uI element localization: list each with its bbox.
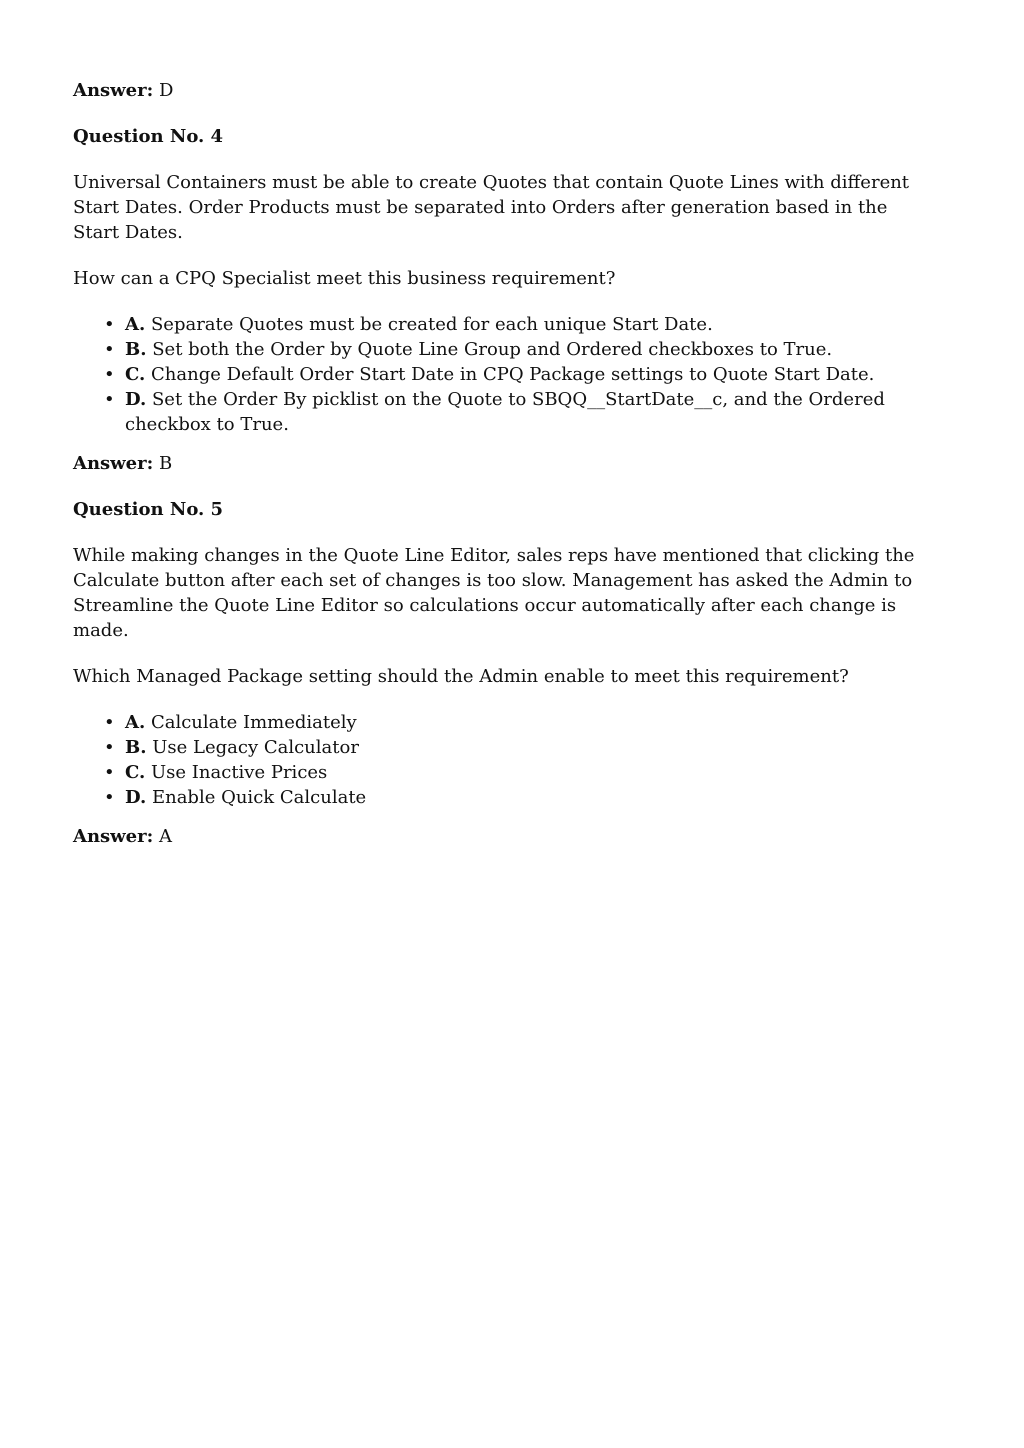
- bullet-icon: •: [104, 737, 115, 758]
- bullet-icon: •: [104, 712, 115, 733]
- answer-value: D: [159, 80, 174, 101]
- option-item: [73, 735, 934, 760]
- answer-value: A: [159, 826, 172, 847]
- answer-label: Answer:: [73, 80, 154, 101]
- option-list-q5: [73, 710, 934, 810]
- option-list-q4: [73, 312, 934, 437]
- bullet-icon: •: [104, 314, 115, 335]
- option-letter: A.: [125, 314, 146, 335]
- option-item: [73, 710, 934, 735]
- option-letter: A.: [125, 712, 146, 733]
- question-prompt-q4: How can a CPQ Specialist meet this business requirement?: [73, 268, 616, 289]
- answer-label: Answer:: [73, 826, 154, 847]
- bullet-icon: •: [104, 339, 115, 360]
- option-item: [73, 387, 934, 437]
- answer-label: Answer:: [73, 453, 154, 474]
- question-title-q5: Question No. 5: [73, 499, 224, 520]
- option-letter: B.: [125, 737, 147, 758]
- question-title-q4: Question No. 4: [73, 126, 224, 147]
- option-text: Use Legacy Calculator: [152, 737, 359, 758]
- option-text: Use Inactive Prices: [151, 762, 328, 783]
- answer-line-q3: [73, 78, 934, 103]
- option-text: Enable Quick Calculate: [151, 787, 367, 808]
- option-text: Separate Quotes must be created for each unique Start Date.: [150, 314, 713, 335]
- option-text: Calculate Immediately: [150, 712, 357, 733]
- option-letter: B.: [125, 339, 147, 360]
- question-prompt-q5: Which Managed Package setting should the Admin enable to meet this requirement?: [73, 666, 849, 687]
- answer-line-q4: [73, 451, 934, 476]
- option-letter: C.: [125, 364, 146, 385]
- question-body-q5: While making changes in the Quote Line Editor, sales reps have mentioned that clicking the Calculate button after each set of changes is too slow. Management has asked the Admin to Streamline the Quote Line Editor so calculations occur automatically after each change is made.: [73, 545, 915, 641]
- bullet-icon: •: [104, 762, 115, 783]
- option-item: [73, 760, 934, 785]
- option-text: Set both the Order by Quote Line Group and Ordered checkboxes to True.: [152, 339, 833, 360]
- option-item: [73, 312, 934, 337]
- option-item: [73, 337, 934, 362]
- option-text: Change Default Order Start Date in CPQ Package settings to Quote Start Date.: [151, 364, 875, 385]
- bullet-icon: •: [104, 389, 115, 410]
- bullet-icon: •: [104, 787, 115, 808]
- option-letter: D.: [125, 389, 147, 410]
- bullet-icon: •: [104, 364, 115, 385]
- option-item: [73, 362, 934, 387]
- option-text: Set the Order By picklist on the Quote to SBQQ__StartDate__c, and the Ordered checkbox to True.: [125, 389, 885, 435]
- answer-line-q5: [73, 824, 934, 849]
- option-item: [73, 785, 934, 810]
- option-letter: D.: [125, 787, 147, 808]
- question-body-q4: Universal Containers must be able to create Quotes that contain Quote Lines with different Start Dates. Order Products must be separated into Orders after generation based in the Start Dates.: [73, 172, 910, 243]
- option-letter: C.: [125, 762, 146, 783]
- answer-value: B: [159, 453, 173, 474]
